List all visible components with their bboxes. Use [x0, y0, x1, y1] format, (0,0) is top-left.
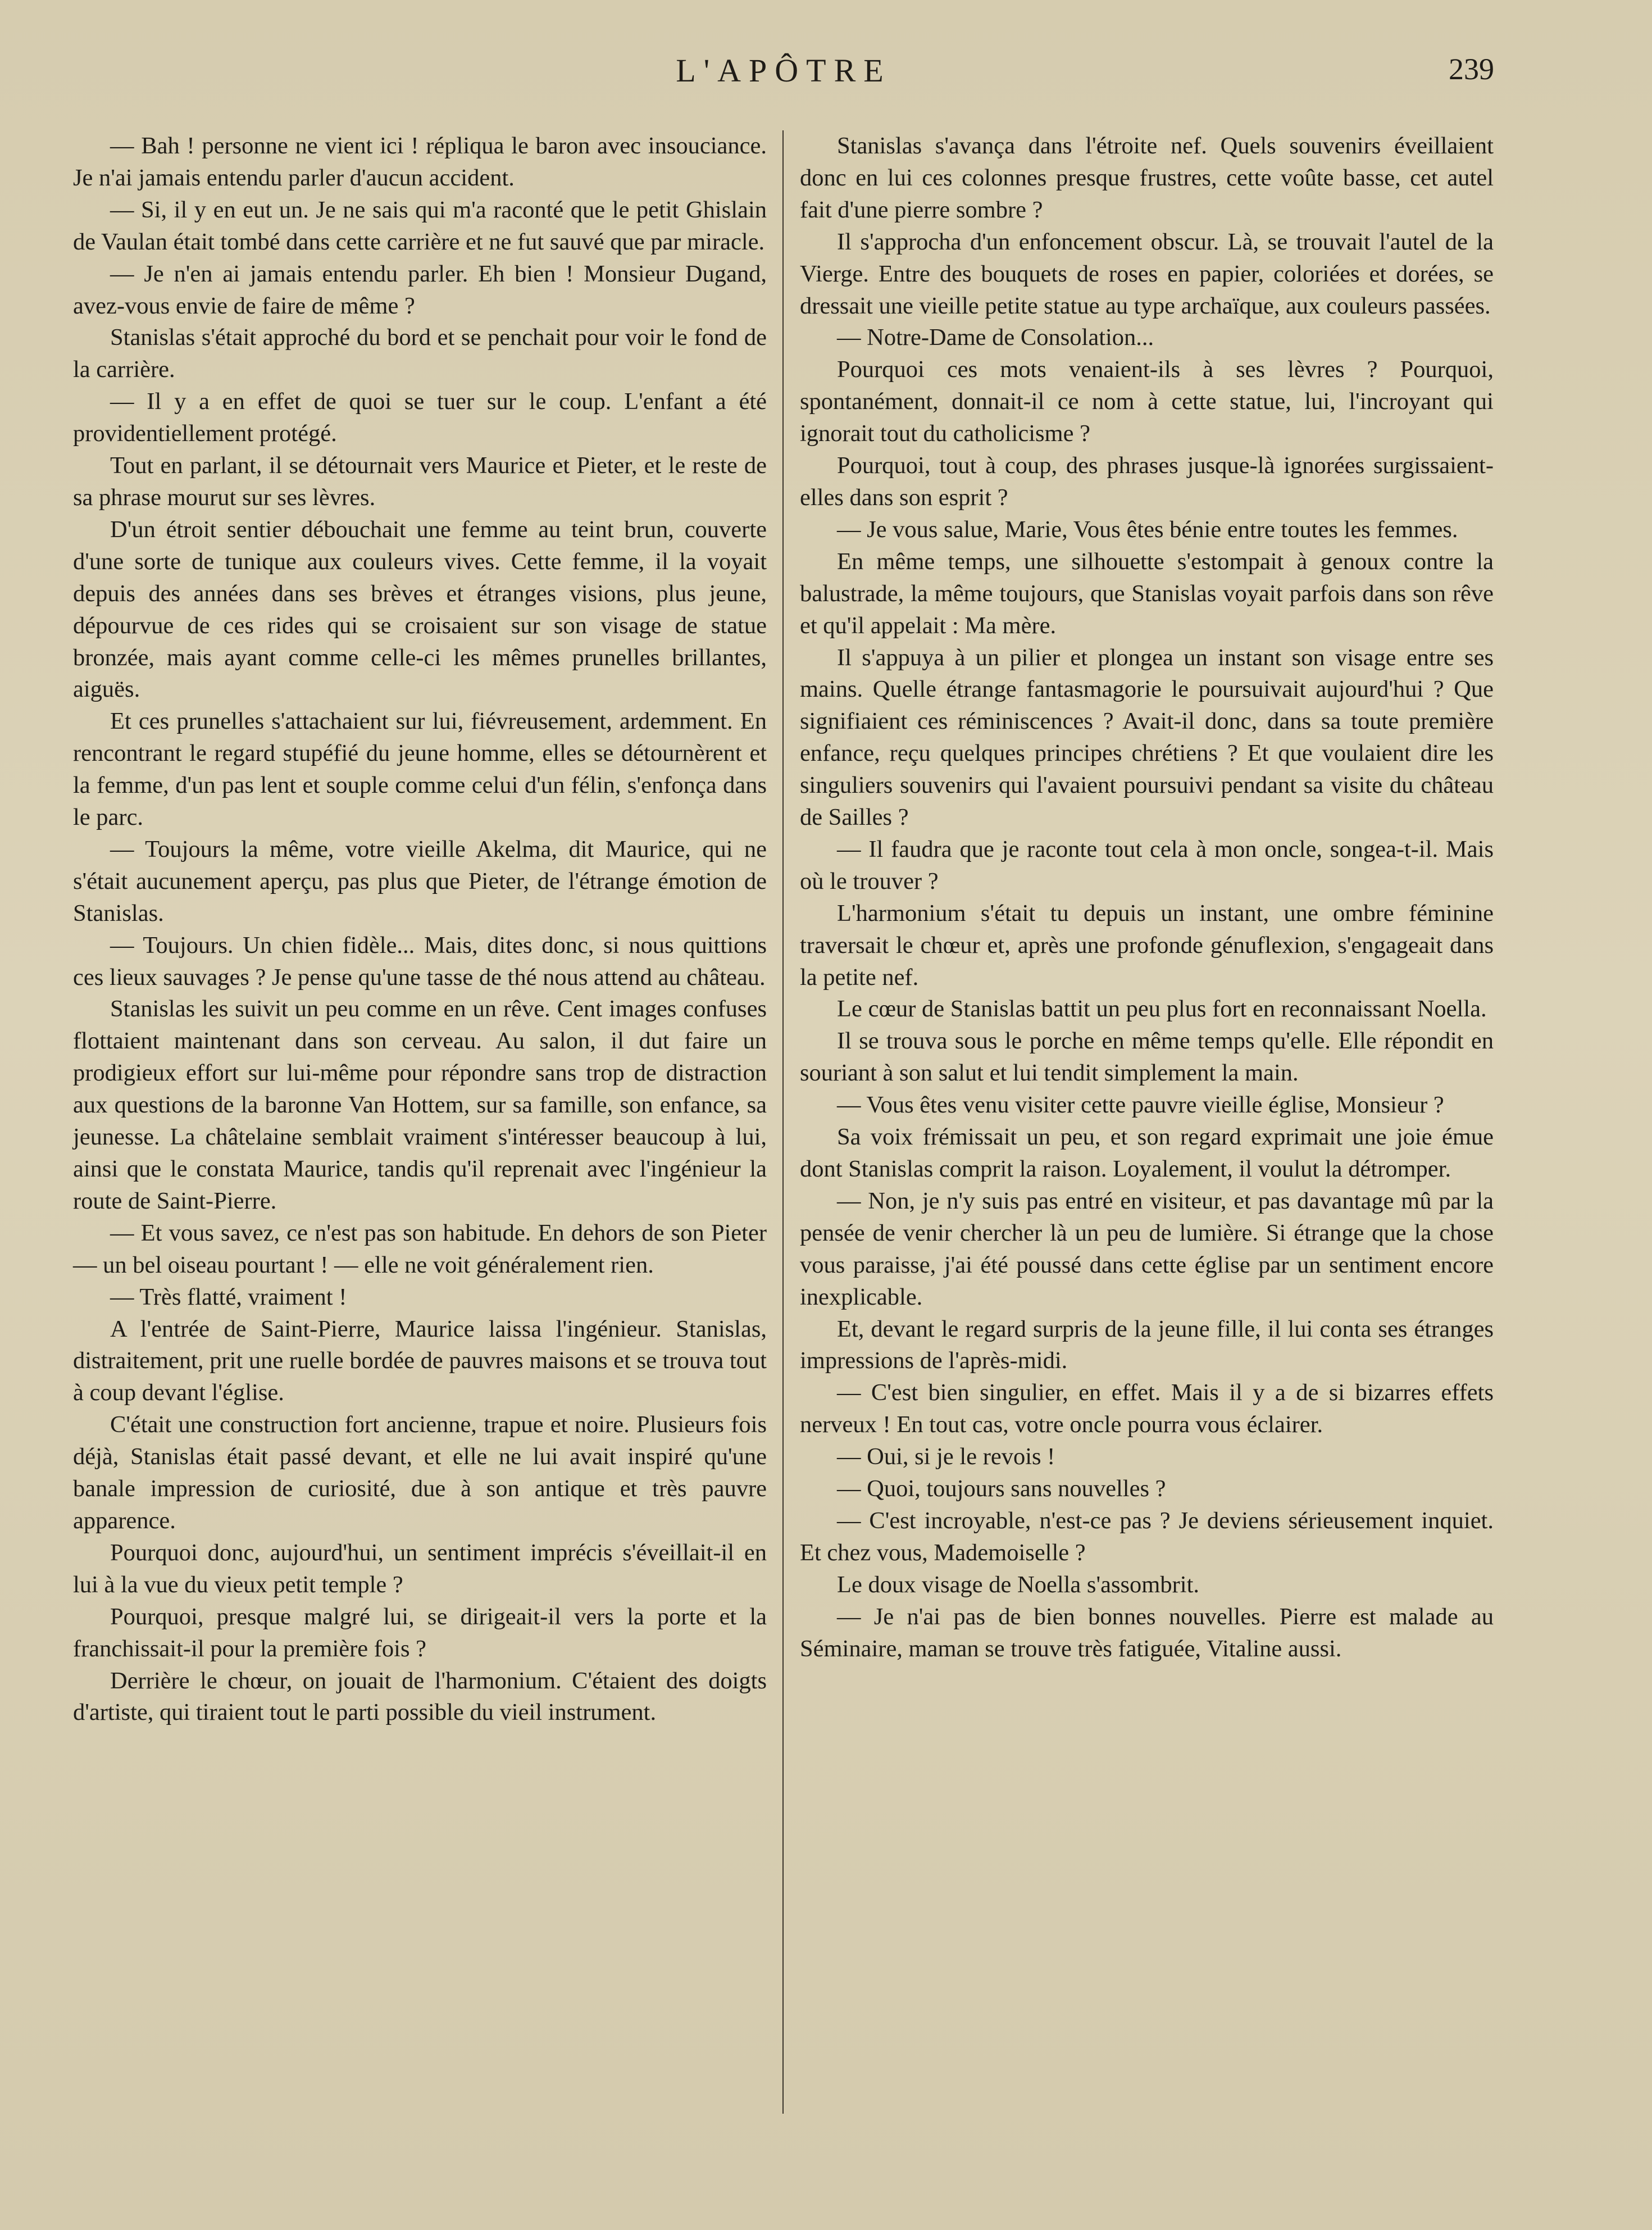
paragraph: D'un étroit sentier débouchait une femme au teint brun, couverte d'une sorte de tunique aux couleurs vives. Cette femme, il la voyait depuis des années dans ses brèves et étranges visions, plus jeune, dépourvue de ces rides qui se croisaient sur son visage de statue bronzée, mais ayant comme celle-ci les mêmes prunelles brillantes, aiguës.: [73, 516, 767, 703]
paragraph: — Bah ! personne ne vient ici ! répliqua le baron avec insouciance. Je n'ai jamais entendu parler d'aucun accident.: [73, 133, 767, 191]
running-title: L'APÔTRE: [676, 52, 891, 89]
paragraph: — Quoi, toujours sans nouvelles ?: [837, 1475, 1166, 1502]
paragraph: — Et vous savez, ce n'est pas son habitude. En dehors de son Pieter — un bel oiseau pourtant ! — elle ne voit généralement rien.: [73, 1219, 767, 1278]
paragraph: C'était une construction fort ancienne, trapue et noire. Plusieurs fois déjà, Stanislas était passé devant, et elle ne lui avait inspiré qu'une banale impression de curiosité, due à son antique et très pauvre apparence.: [73, 1411, 767, 1534]
paragraph: Le cœur de Stanislas battit un peu plus fort en reconnaissant Noella.: [837, 996, 1487, 1023]
paragraph: Stanislas s'était approché du bord et se penchait pour voir le fond de la carrière.: [73, 324, 767, 383]
paragraph: — Vous êtes venu visiter cette pauvre vieille église, Monsieur ?: [837, 1092, 1444, 1119]
right-column: [800, 130, 1494, 1665]
paragraph: En même temps, une silhouette s'estompait à genoux contre la balustrade, la même toujours, que Stanislas voyait parfois dans son rêve et qu'il appelait : Ma mère.: [800, 548, 1494, 639]
paragraph: Il se trouva sous le porche en même temps qu'elle. Elle répondit en souriant à son salut et lui tendit simplement la main.: [800, 1028, 1494, 1087]
paragraph: Stanislas les suivit un peu comme en un rêve. Cent images confuses flottaient maintenant dans son cerveau. Au salon, il dut faire un prodigieux effort sur lui-même pour répondre sans trop de distraction aux questions de la baronne Van Hottem, sur sa famille, son enfance, sa jeunesse. La châtelaine semblait vraiment s'intéresser beaucoup à lui, ainsi que le constata Maurice, tandis qu'il reprenait avec l'ingénieur la route de Saint-Pierre.: [73, 996, 767, 1214]
paragraph: Tout en parlant, il se détournait vers Maurice et Pieter, et le reste de sa phrase mourut sur ses lèvres.: [73, 452, 767, 511]
paragraph: Et, devant le regard surpris de la jeune fille, il lui conta ses étranges impressions de l'après-midi.: [800, 1315, 1494, 1374]
paragraph: — Oui, si je le revois !: [837, 1443, 1055, 1470]
paragraph: — Il y a en effet de quoi se tuer sur le coup. L'enfant a été providentiellement protégé.: [73, 388, 767, 447]
running-header: [73, 52, 1494, 102]
page-number: 239: [1449, 52, 1494, 86]
paragraph: — Si, il y en eut un. Je ne sais qui m'a raconté que le petit Ghislain de Vaulan était tombé dans cette carrière et ne fut sauvé que par miracle.: [73, 196, 767, 255]
paragraph: A l'entrée de Saint-Pierre, Maurice laissa l'ingénieur. Stanislas, distraitement, prit une ruelle bordée de pauvres maisons et se trouva tout à coup devant l'église.: [73, 1315, 767, 1406]
paragraph: Il s'approcha d'un enfoncement obscur. Là, se trouvait l'autel de la Vierge. Entre des bouquets de roses en papier, coloriées et dorées, se dressait une vieille petite statue au type archaïque, aux couleurs passées.: [800, 228, 1494, 319]
paragraph: Pourquoi, tout à coup, des phrases jusque-là ignorées surgissaient-elles dans son esprit ?: [800, 452, 1494, 511]
column-divider: [782, 130, 784, 2114]
paragraph: — Notre-Dame de Consolation...: [837, 324, 1154, 351]
paragraph: Derrière le chœur, on jouait de l'harmonium. C'étaient des doigts d'artiste, qui tiraient tout le parti possible du vieil instrument.: [73, 1667, 767, 1726]
paragraph: — C'est bien singulier, en effet. Mais il y a de si bizarres effets nerveux ! En tout cas, votre oncle pourra vous éclairer.: [800, 1379, 1494, 1438]
paragraph: Le doux visage de Noella s'assombrit.: [837, 1571, 1200, 1598]
paragraph: — Je n'ai pas de bien bonnes nouvelles. Pierre est malade au Séminaire, maman se trouve très fatiguée, Vitaline aussi.: [800, 1603, 1494, 1662]
left-column: [73, 130, 767, 1729]
paragraph: Sa voix frémissait un peu, et son regard exprimait une joie émue dont Stanislas comprit la raison. Loyalement, il voulut la détromper.: [800, 1124, 1494, 1182]
paragraph: L'harmonium s'était tu depuis un instant, une ombre féminine traversait le chœur et, après une profonde génuflexion, s'engageait dans la petite nef.: [800, 900, 1494, 991]
paragraph: Et ces prunelles s'attachaient sur lui, fiévreusement, ardemment. En rencontrant le regard stupéfié du jeune homme, elles se détournèrent et la femme, d'un pas lent et souple comme celui d'un félin, s'enfonça dans le parc.: [73, 708, 767, 831]
paragraph: — Toujours la même, votre vieille Akelma, dit Maurice, qui ne s'était aucunement aperçu, pas plus que Pieter, de l'étrange émotion de Stanislas.: [73, 835, 767, 926]
paragraph: — Je n'en ai jamais entendu parler. Eh bien ! Monsieur Dugand, avez-vous envie de faire de même ?: [73, 260, 767, 319]
paragraph: Pourquoi, presque malgré lui, se dirigeait-il vers la porte et la franchissait-il pour la première fois ?: [73, 1603, 767, 1662]
paragraph: Il s'appuya à un pilier et plongea un instant son visage entre ses mains. Quelle étrange fantasmagorie le poursuivait aujourd'hui ? Que signifiaient ces réminiscences ? Avait-il donc, dans sa toute première enfance, reçu quelques principes chrétiens ? Et que voulaient dire les singuliers souvenirs qui l'avaient poursuivi pendant sa visite du château de Sailles ?: [800, 644, 1494, 831]
paragraph: Pourquoi ces mots venaient-ils à ses lèvres ? Pourquoi, spontanément, donnait-il ce nom à cette statue, lui, l'incroyant qui ignorait tout du catholicisme ?: [800, 356, 1494, 447]
paragraph: Pourquoi donc, aujourd'hui, un sentiment imprécis s'éveillait-il en lui à la vue du vieux petit temple ?: [73, 1539, 767, 1598]
paragraph: — C'est incroyable, n'est-ce pas ? Je deviens sérieusement inquiet. Et chez vous, Mademoiselle ?: [800, 1507, 1494, 1566]
paragraph: Stanislas s'avança dans l'étroite nef. Quels souvenirs éveillaient donc en lui ces colonnes presque frustres, cette voûte basse, cet autel fait d'une pierre sombre ?: [800, 133, 1494, 223]
paragraph: — Toujours. Un chien fidèle... Mais, dites donc, si nous quittions ces lieux sauvages ? Je pense qu'une tasse de thé nous attend au château.: [73, 932, 767, 991]
paragraph: — Je vous salue, Marie, Vous êtes bénie entre toutes les femmes.: [837, 516, 1458, 543]
paragraph: — Non, je n'y suis pas entré en visiteur, et pas davantage mû par la pensée de venir chercher là un peu de lumière. Si étrange que la chose vous paraisse, j'ai été poussé dans cette église par un sentiment encore inexplicable.: [800, 1187, 1494, 1310]
paragraph: — Il faudra que je raconte tout cela à mon oncle, songea-t-il. Mais où le trouver ?: [800, 835, 1494, 894]
paragraph: — Très flatté, vraiment !: [110, 1283, 347, 1310]
